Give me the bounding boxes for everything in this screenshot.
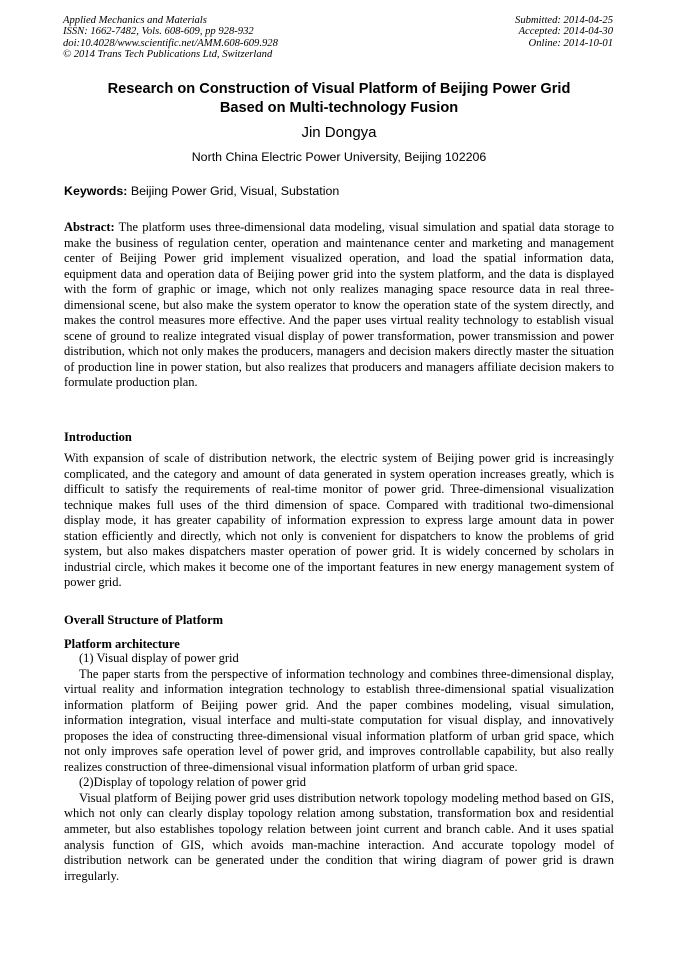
platform-architecture-heading: Platform architecture (64, 637, 180, 651)
copyright-line: © 2014 Trans Tech Publications Ltd, Switzerland (63, 48, 273, 60)
journal-name: Applied Mechanics and Materials (63, 15, 207, 26)
keywords (64, 183, 624, 199)
abstract-label: Abstract: (64, 220, 115, 234)
journal-info (63, 15, 278, 60)
paper-title (40, 80, 638, 118)
abstract (64, 220, 614, 391)
introduction-heading: Introduction (64, 430, 132, 444)
architecture-section (64, 651, 614, 884)
issn-line: ISSN: 1662-7482, Vols. 608-609, pp 928-932 (63, 26, 254, 38)
title-line-1: Research on Construction of Visual Platform of Beijing Power Grid (107, 81, 571, 97)
item2-title: (2)Display of topology relation of power grid (79, 775, 307, 790)
title-line-2: Based on Multi-technology Fusion (219, 100, 459, 116)
item2-paragraph: Visual platform of Beijing power grid uses distribution network topology modeling method based on GIS, which not only can clearly display topology relation among substation, transformation box and residential ammeter, but also establishes topology relation between joint current and branch cable. And it uses spatial analysis function of GIS, which avoids man-machine interaction. And accurate topology model of distribution network can be generated under the condition that wiring diagram of power grid is drawn irregularly. (64, 790, 614, 883)
author-name: Jin Dongya (301, 124, 377, 141)
abstract-text: The platform uses three-dimensional data modeling, visual simulation and spatial data storage to make the business of regulation center, operation and maintenance center and marketing and management center of Beijing Power grid implement visualized operation, and load the spatial information data, equipment data and operation data of Beijing power grid into the system platform, and the data is displayed with the form of graphic or image, which not only realizes managing space resource data in real three-dimensional scene, but also make the system operator to know the operation state of the system directly, and makes the control measures more effective. And the paper uses virtual reality technology to establish visual scene of ground to realize integrated visual display of power transformation, power transmission and power distribution, which not only makes the producers, managers and decision makers directly master the situation of production line in power station, but also realizes that producers and managers affiliate decision makers to formulate production plan. (64, 220, 614, 390)
keywords-label: Keywords: (64, 184, 128, 198)
accepted-date: Accepted: 2014-04-30 (518, 26, 613, 38)
affiliation: North China Electric Power University, Beijing 102206 (191, 150, 487, 164)
online-date: Online: 2014-10-01 (528, 37, 613, 49)
doi-line: doi:10.4028/www.scientific.net/AMM.608-609.928 (63, 37, 278, 49)
overall-structure-heading: Overall Structure of Platform (64, 613, 224, 627)
keywords-text: Beijing Power Grid, Visual, Substation (130, 184, 340, 198)
introduction-paragraph: With expansion of scale of distribution network, the electric system of Beijing power grid is increasingly complicated, and the category and amount of data generated in system operation increases greatly, which is difficult to satisfy the requirements of real-time monitor of power grid. Three-dimensional visualization technique makes full uses of the third dimension of space. Compared with traditional two-dimensional display mode, it has greater capability of information expression to express large amount data in power station efficiently and directly, which not only is convenient for dispatchers to know the problems of grid system, but also makes dispatchers master operation of power grid. It is widely concerned by scholars in industrial circle, which makes it become one of the important features in new energy management system of power grid. (64, 451, 614, 590)
introduction-text (64, 451, 614, 591)
item1-paragraph: The paper starts from the perspective of information technology and combines three-dimensional display, virtual reality and information integration technology to establish three-dimensional spatial visualization information platform of Beijing power grid. And the paper combines modeling, visual simulation, information integration, visual interface and multi-state computation for visual display, and innovatively proposes the idea of constructing three-dimensional visual information platform of urban grid space, which not only improves safe operation level of power grid, and improves controllable capability, but also really realizes construction of three-dimensional visual information platform of urban grid space. (64, 666, 614, 774)
submission-dates (515, 15, 613, 49)
submitted-date: Submitted: 2014-04-25 (515, 15, 613, 26)
item1-title: (1) Visual display of power grid (79, 651, 239, 665)
